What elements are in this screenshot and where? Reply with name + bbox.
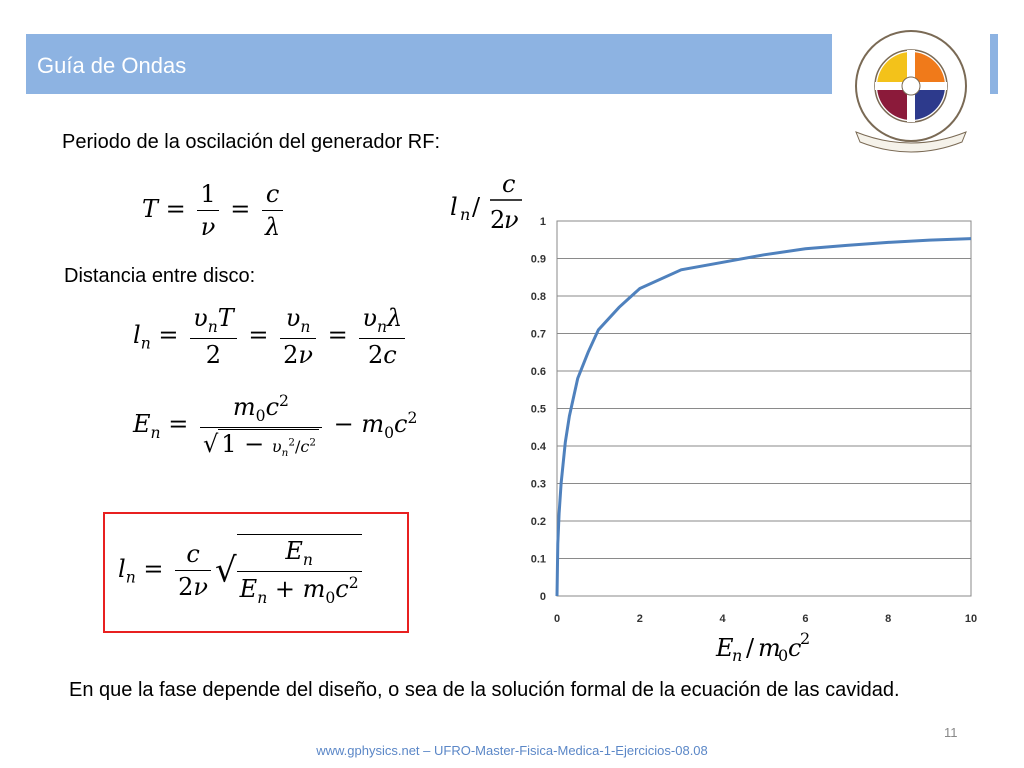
y-tick-label: 0.6 [530,366,546,378]
svg-text:l: l [450,193,458,221]
x-tick-label: 6 [802,613,809,625]
svg-text:c: c [502,170,516,198]
y-tick-label: 1 [539,216,546,228]
slide-title: Guía de Ondas [37,53,187,78]
ln-vs-energy-chart [440,170,1010,670]
conclusion-text: En que la fase depende del diseño, o sea de la solución formal de la ecuación de las cavidad. [69,679,900,701]
svg-text:c: c [788,634,802,662]
y-tick-label: 0.9 [530,253,546,266]
svg-text:m: m [758,634,781,662]
title-bar-accent [990,34,998,94]
svg-text:/: / [472,193,481,221]
y-tick-label: 0.3 [530,478,546,491]
result-formula: $l_n$ = $\frac{c}{2\nu}$ √ $\frac{E_n}{E_n + m_0c^2}$ [118,534,366,607]
svg-text:ν: ν [504,206,519,234]
x-tick-label: 0 [553,613,561,625]
university-seal-logo [836,24,986,160]
x-tick-label: 10 [964,613,978,625]
x-tick-label: 2 [636,613,643,625]
y-tick-label: 0.5 [530,403,546,416]
svg-text:0: 0 [778,646,789,665]
y-tick-label: 0.7 [530,328,546,341]
y-axis-label [450,170,522,234]
svg-text:/: / [746,634,755,662]
y-tick-label: 0.4 [530,441,546,453]
y-tick-label: 0 [539,591,546,603]
distance-label: Distancia entre disco: [64,265,256,287]
svg-text:n: n [732,646,743,665]
period-formula: T = $\frac{1}{\nu}$ = $\frac{c}{\lambda}$ [142,180,287,241]
svg-text:2: 2 [490,206,506,234]
page-number: 11 [944,725,958,740]
distance-formula: $l_n$ = $\frac{\upsilon_nT}{2}$ = $\frac{\upsilon_n}{2\nu}$ = $\frac{\upsilon_n\lambda}{2c}$ [133,304,409,369]
x-tick-label: 8 [885,613,892,625]
y-tick-label: 0.2 [530,516,546,528]
x-axis-label [715,629,810,665]
svg-text:n: n [460,205,471,224]
energy-formula: $E_n$ = $\frac{m_0c^2}{√ 1 - \upsilon_n^2/c^2}$ − $m_0c^2$ [133,392,418,459]
footer-link[interactable]: www.gphysics.net – UFRO-Master-Fisica-Medica-1-Ejercicios-08.08 [316,743,708,758]
y-tick-label: 0.1 [530,553,546,566]
intro-text: Periodo de la oscilación del generador RF: [62,131,440,153]
svg-text:E: E [716,634,734,662]
svg-text:2: 2 [800,629,811,648]
x-tick-label: 4 [719,613,726,625]
y-tick-label: 0.8 [530,291,546,303]
